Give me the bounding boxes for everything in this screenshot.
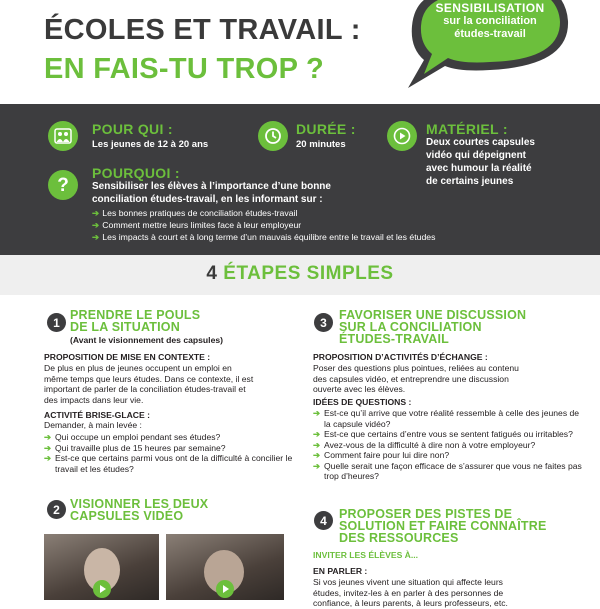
list-item: ➔ Comment mettre leurs limites face à leur employeur [92,220,302,230]
step-1-number: 1 [47,313,66,332]
video-thumbnail-1[interactable] [44,534,159,600]
list-item: ➔ Qui occupe un emploi pendant ses études? [44,432,221,442]
step-4-title: PROPOSER DES PISTES DE SOLUTION ET FAIRE CONNAÎTRE DES RESSOURCES [339,507,547,545]
play-button[interactable] [93,580,111,598]
materiel-line3: avec humour la réalité [426,163,532,174]
step-3-list [313,408,583,482]
bubble-line1: SENSIBILISATION [435,1,545,15]
duree-title: DURÉE : [296,121,356,137]
list-item: ➔ Comment faire pour lui dire non? [313,450,450,460]
header [0,0,600,104]
pourquoi-title: POURQUOI : [92,165,180,181]
video-thumbnail-2[interactable] [166,534,284,600]
etapes-label: ÉTAPES SIMPLES [223,263,394,284]
list-item: ➔ Est-ce qu’il arrive que votre réalité ressemble à celle des jeunes de la capsule vidéo? [313,408,580,429]
step-2-title: VISIONNER LES DEUX CAPSULES VIDÉO [70,497,209,523]
step-1-list [44,432,294,474]
play-icon [387,121,417,151]
list-item: ➔ Qui travaille plus de 15 heures par semaine? [44,442,226,453]
list-item: ➔ Avez-vous de la difficulté à dire non à votre employeur? [313,439,536,450]
step-2-number: 2 [47,500,66,519]
arrow-icon: ➔ [92,208,100,218]
step-3-idees-title: IDÉES DE QUESTIONS : [313,397,412,407]
list-item: ➔ Les bonnes pratiques de conciliation études-travail [92,208,298,218]
arrow-icon: ➔ [313,460,321,471]
list-item: ➔ Quelle serait une façon efficace de s’assurer que vous ne faites pas trop d’heures? [313,460,582,481]
list-item: ➔ Les impacts à court et à long terme d’un mauvais équilibre entre le travail et les études [92,232,436,242]
bubble-text [420,2,560,41]
list-item: ➔ Est-ce que certains parmi vous ont de la difficulté à concilier le travail et les études? [44,453,293,474]
people-icon [48,121,78,151]
arrow-icon: ➔ [44,453,52,463]
step-1-act-text: Demander, à main levée : [44,420,142,430]
page-title-line1: ÉCOLES ET TRAVAIL : [44,14,361,46]
arrow-icon: ➔ [313,408,321,418]
step-3-prop-title: PROPOSITION D’ACTIVITÉS D’ÉCHANGE : [313,352,488,362]
pourquoi-list [92,207,435,243]
step-4-en-parler: EN PARLER : [313,566,368,576]
materiel-text [426,136,586,188]
question-icon: ? [48,170,78,200]
bubble-line2: sur la conciliation [443,15,537,27]
materiel-line2: vidéo qui dépeignent [426,150,527,161]
etapes-title [0,263,600,285]
arrow-icon: ➔ [44,432,52,442]
materiel-title: MATÉRIEL : [426,121,508,137]
step-4-invite: INVITER LES ÉLÈVES À... [313,550,419,560]
arrow-icon: ➔ [44,442,52,453]
step-1-subtitle: (Avant le visionnement des capsules) [70,335,223,345]
pourquoi-line2: conciliation études-travail, en les informant sur : [92,194,323,205]
step-4-number: 4 [314,511,333,530]
arrow-icon: ➔ [92,220,100,230]
step-1-prop-title: PROPOSITION DE MISE EN CONTEXTE : [44,352,211,362]
arrow-icon: ➔ [313,450,321,460]
step-3-title: FAVORISER UNE DISCUSSION SUR LA CONCILIATION ÉTUDES-TRAVAIL [339,308,527,346]
step-4-text: Si vos jeunes vivent une situation qui affecte leurs études, invitez-les à en parler à des personnes de confiance, à leurs parents, à leurs professeurs, etc. [313,577,508,608]
arrow-icon: ➔ [313,439,321,450]
info-panel [0,104,600,255]
etapes-number: 4 [206,263,218,284]
arrow-icon: ➔ [92,232,100,242]
pourquoi-text [92,180,392,206]
pour-qui-text: Les jeunes de 12 à 20 ans [92,139,209,150]
page-title-line2: EN FAIS-TU TROP ? [44,53,325,85]
pourquoi-line1: Sensibiliser les élèves à l’importance d’une bonne [92,181,331,192]
play-button[interactable] [216,580,234,598]
materiel-line4: de certains jeunes [426,176,514,187]
duree-text: 20 minutes [296,139,346,150]
step-3-number: 3 [314,313,333,332]
step-1-act-title: ACTIVITÉ BRISE-GLACE : [44,410,150,420]
pour-qui-title: POUR QUI : [92,121,173,137]
arrow-icon: ➔ [313,429,321,439]
materiel-line1: Deux courtes capsules [426,137,535,148]
list-item: ➔ Est-ce que certains d’entre vous se sentent fatigués ou irritables? [313,429,573,439]
step-3-prop-text: Poser des questions plus pointues, reliées au contenu des capsules vidéo, et entreprendre une discussion ouverte avec les élèves. [313,363,519,394]
bubble-line3: études-travail [454,28,526,40]
step-1-title: PRENDRE LE POULS DE LA SITUATION [70,308,201,334]
step-1-prop-text: De plus en plus de jeunes occupent un emploi en même temps que leurs études. Dans ce contexte, il est important de parler de la conciliation études-travail et des impacts dans leur vie. [44,363,254,405]
clock-icon [258,121,288,151]
